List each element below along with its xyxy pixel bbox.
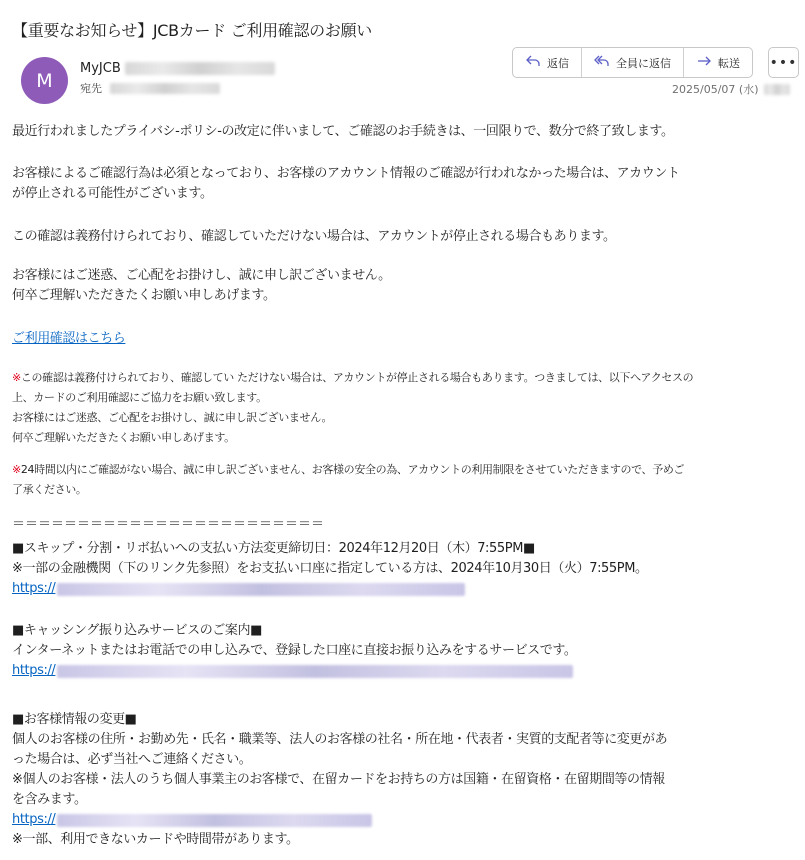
section-1	[12, 539, 797, 599]
warning-note-2-line2: 了承ください。	[12, 483, 87, 496]
reply-all-button[interactable]	[582, 48, 684, 77]
section-3-line1: 個人のお客様の住所・お勤め先・氏名・職業等、法人のお客様の社名・所在地・代表者・実質的支配者等に変更があ	[12, 732, 668, 747]
email-subject: 【重要なお知らせ】JCBカード ご利用確認のお願い	[12, 21, 372, 40]
email-date	[672, 81, 790, 97]
reply-icon	[525, 53, 541, 72]
url-prefix[interactable]: https://	[12, 812, 56, 827]
recipient-label: 宛先	[80, 82, 102, 95]
body-paragraph-4	[12, 266, 797, 306]
warning-mark: ※	[12, 463, 21, 476]
section-1-title: ■スキップ・分割・リボ払いへの支払い方法変更締切日：2024年12月20日（木）7:55PM■	[12, 541, 535, 556]
time-redacted	[764, 84, 790, 95]
url-redacted[interactable]	[57, 583, 465, 596]
more-dots-icon[interactable]: •••	[768, 47, 799, 78]
warning-mark: ※	[12, 371, 21, 384]
warning-note-1	[12, 368, 797, 448]
sender-line	[80, 61, 275, 76]
section-2-text: インターネットまたはお電話での申し込みで、登録した口座に直接お振り込みをするサービスです。	[12, 643, 577, 658]
body-paragraph-3: この確認は義務付けられており、確認していただけない場合は、アカウントが停止される場合もあります。	[12, 229, 616, 244]
section-3-line4: を含みます。	[12, 792, 87, 807]
confirm-link[interactable]: ご利用確認はこちら	[12, 331, 126, 346]
section-3-line2: った場合は、必ず当社へご連絡ください。	[12, 752, 252, 767]
warning-note-1-line2: 上、カードのご利用確認にご協力をお願い致します。	[12, 391, 267, 404]
reply-label: 返信	[547, 56, 569, 70]
section-3	[12, 710, 797, 850]
message-actions	[512, 47, 753, 78]
recipient-address-redacted	[110, 83, 220, 94]
url-redacted[interactable]	[57, 665, 573, 678]
avatar[interactable]: M	[21, 57, 68, 104]
date-text: 2025/05/07 (水)	[672, 83, 759, 96]
body-paragraph-1: 最近行われましたプライバシ-ポリシ-の改定に伴いまして、ご確認のお手続きは、一回限りで、数分で終了致します。	[12, 124, 674, 139]
reply-button[interactable]	[513, 48, 582, 77]
body-paragraph-2	[12, 164, 797, 204]
section-3-title: ■お客様情報の変更■	[12, 712, 137, 727]
warning-note-2-line1: 24時間以内にご確認がない場合、誠に申し訳ございません、お客様の安全の為、アカウントの利用制限をさせていただきますので、予めご	[20, 463, 685, 476]
section-1-url[interactable]	[12, 579, 797, 599]
body-paragraph-2-line2: が停止される可能性がございます。	[12, 186, 213, 201]
body-paragraph-4-line1: お客様にはご迷惑、ご心配をお掛けし、誠に申し訳ございません。	[12, 268, 391, 283]
sender-address-redacted	[125, 62, 275, 75]
section-2-url[interactable]	[12, 661, 797, 681]
sender-name[interactable]: MyJCB	[80, 61, 121, 76]
section-3-url[interactable]	[12, 810, 797, 830]
body-paragraph-2-line1: お客様によるご確認行為は必須となっており、お客様のアカウント情報のご確認が行われなかった場合は、アカウント	[12, 166, 680, 181]
section-2-title: ■キャッシング振り込みサービスのご案内■	[12, 623, 262, 638]
recipient-line	[80, 80, 220, 96]
url-redacted[interactable]	[57, 814, 372, 827]
forward-arrow-icon	[696, 53, 712, 72]
forward-button[interactable]	[684, 48, 752, 77]
warning-note-1-line4: 何卒ご理解いただきたくお願い申しあげます。	[12, 431, 235, 444]
separator-line: ＝＝＝＝＝＝＝＝＝＝＝＝＝＝＝＝＝＝＝＝＝＝＝＝	[12, 517, 325, 532]
url-prefix[interactable]: https://	[12, 663, 56, 678]
body-paragraph-4-line2: 何卒ご理解いただきたくお願い申しあげます。	[12, 288, 276, 303]
section-1-text: ※一部の金融機関（下のリンク先参照）をお支払い口座に指定している方は、2024年10月30日（火）7:55PM。	[12, 561, 648, 576]
url-prefix[interactable]: https://	[12, 581, 56, 596]
forward-label: 転送	[718, 56, 740, 70]
section-3-line3: ※個人のお客様・法人のうち個人事業主のお客様で、在留カードをお持ちの方は国籍・在留資格・在留期間等の情報	[12, 772, 665, 787]
section-2	[12, 621, 797, 681]
warning-note-1-line3: お客様にはご迷惑、ご心配をお掛けし、誠に申し訳ございません。	[12, 411, 333, 424]
section-3-note: ※一部、利用できないカードや時間帯があります。	[12, 832, 299, 847]
reply-all-icon	[594, 53, 610, 72]
warning-note-2	[12, 460, 797, 500]
warning-note-1-line1: この確認は義務付けられており、確認してい ただけない場合は、アカウントが停止される場合もあります。つきましては、以下へアクセスの	[20, 371, 694, 384]
reply-all-label: 全員に返信	[616, 56, 671, 70]
